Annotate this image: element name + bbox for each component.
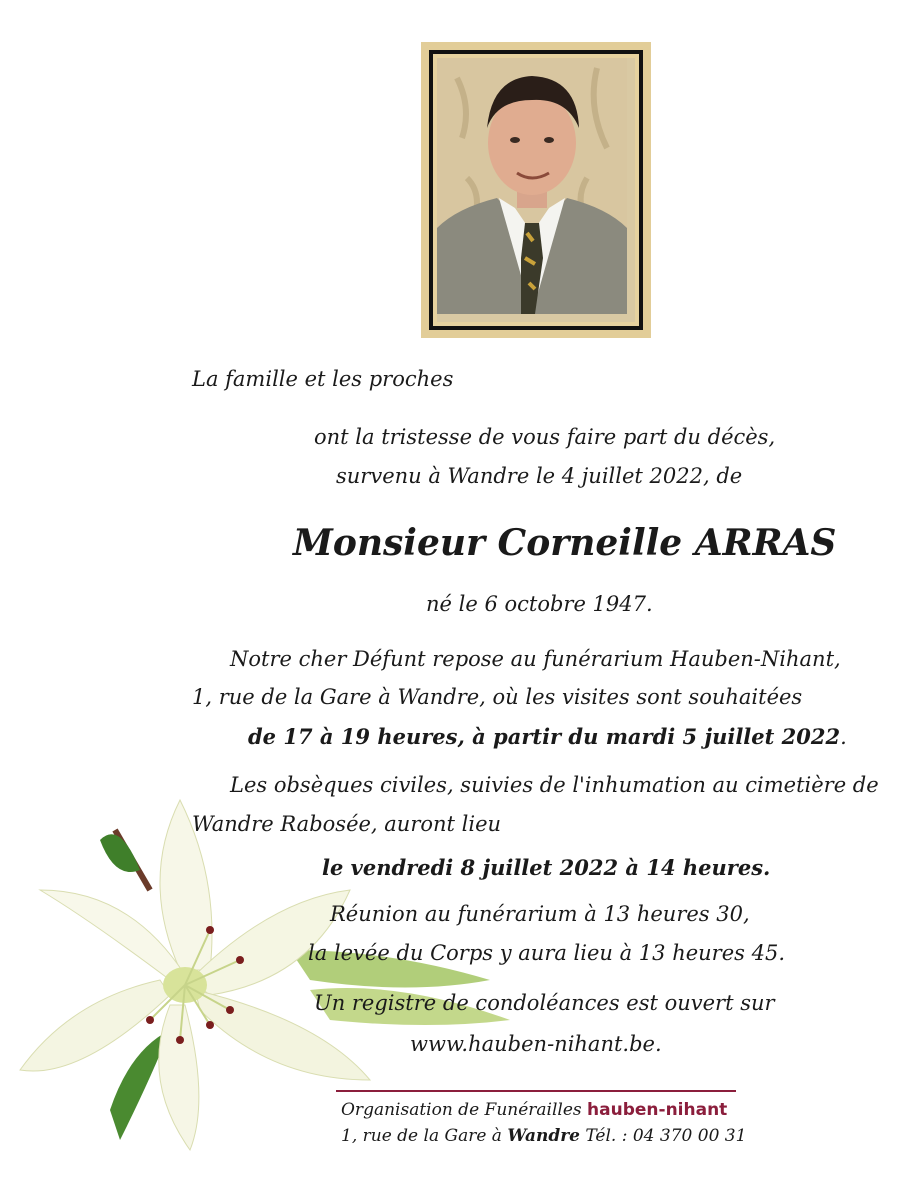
meeting-line-1: Réunion au funérarium à 13 heures 30, bbox=[330, 902, 750, 926]
footer-address-prefix: 1, rue de la Gare à bbox=[341, 1126, 502, 1146]
footer-org-prefix: Organisation de Funérailles bbox=[341, 1100, 582, 1120]
footer-phone: Tél. : 04 370 00 31 bbox=[585, 1126, 747, 1146]
announce-line-1: ont la tristesse de vous faire part du décès, bbox=[314, 425, 776, 449]
intro-text: La famille et les proches bbox=[192, 367, 454, 391]
visit-line-1: Notre cher Défunt repose au funérarium Hauben-Nihant, bbox=[230, 647, 841, 671]
funeral-line-1: Les obsèques civiles, suivies de l'inhumation au cimetière de bbox=[230, 773, 879, 797]
registry-line-1: Un registre de condoléances est ouvert sur bbox=[314, 991, 775, 1015]
brand-logo: hauben-nihant bbox=[587, 1100, 728, 1120]
footer-town: Wandre bbox=[507, 1126, 580, 1146]
meeting-line-2: la levée du Corps y aura lieu à 13 heures 45. bbox=[308, 941, 786, 965]
funeral-date: le vendredi 8 juillet 2022 à 14 heures. bbox=[322, 855, 771, 880]
footer-address bbox=[341, 1126, 746, 1146]
deceased-name: Monsieur Corneille ARRAS bbox=[293, 522, 837, 564]
footer-divider bbox=[336, 1090, 736, 1092]
visit-hours bbox=[248, 724, 847, 749]
portrait-frame bbox=[421, 42, 651, 338]
registry-url[interactable]: www.hauben-nihant.be. bbox=[410, 1032, 662, 1056]
funeral-line-2: Wandre Rabosée, auront lieu bbox=[192, 812, 502, 836]
footer-organisation bbox=[341, 1100, 727, 1120]
visit-line-2: 1, rue de la Gare à Wandre, où les visites sont souhaitées bbox=[192, 685, 803, 709]
visit-hours-period: . bbox=[840, 725, 847, 749]
birth-date: né le 6 octobre 1947. bbox=[426, 592, 653, 616]
announce-line-2: survenu à Wandre le 4 juillet 2022, de bbox=[336, 464, 743, 488]
visit-hours-bold: de 17 à 19 heures, à partir du mardi 5 juillet 2022 bbox=[248, 724, 841, 749]
portrait-photo-icon bbox=[437, 58, 635, 322]
